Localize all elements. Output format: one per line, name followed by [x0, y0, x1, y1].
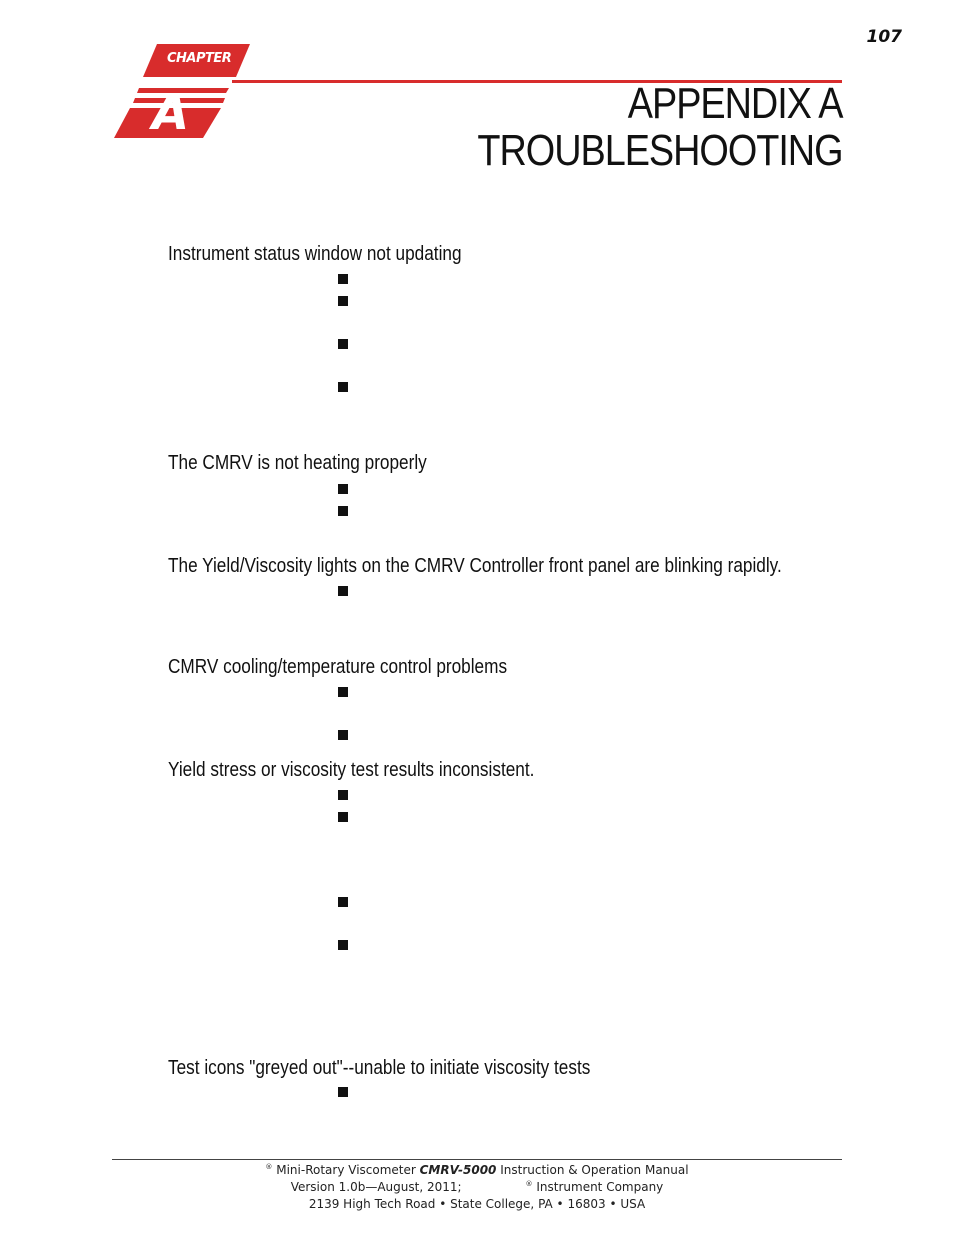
bullet-icon [338, 1087, 348, 1097]
footer-address: 2139 High Tech Road • State College, PA • 16803 • USA [308, 1197, 646, 1211]
bullet-icon [338, 339, 348, 349]
bullet-icon [338, 506, 348, 516]
chapter-letter: A [152, 85, 190, 141]
section-heading: The CMRV is not heating properly [168, 452, 427, 474]
section-heading: Instrument status window not updating [168, 243, 462, 265]
bullet-icon [338, 812, 348, 822]
footer-line-2 [0, 1180, 954, 1194]
footer-company: Instrument Company [532, 1180, 664, 1194]
footer-product: Mini-Rotary Viscometer [272, 1163, 420, 1177]
footer-rule [112, 1159, 842, 1160]
bullet-icon [338, 382, 348, 392]
bullet-icon [338, 730, 348, 740]
bullet-icon [338, 687, 348, 697]
chapter-badge-graphic [112, 42, 252, 142]
bullet-icon [338, 484, 348, 494]
footer-manual-title: Instruction & Operation Manual [496, 1163, 689, 1177]
bullet-icon [338, 790, 348, 800]
registered-mark: ® [265, 1163, 273, 1171]
bullet-icon [338, 296, 348, 306]
footer-model: CMRV-5000 [419, 1163, 497, 1177]
section-heading: Yield stress or viscosity test results inconsistent. [168, 759, 535, 781]
page-title [477, 80, 842, 174]
footer-line-1 [0, 1163, 954, 1177]
section-heading: The Yield/Viscosity lights on the CMRV Controller front panel are blinking rapidly. [168, 555, 782, 577]
bullet-icon [338, 940, 348, 950]
bullet-icon [338, 897, 348, 907]
chapter-badge [112, 42, 252, 142]
bullet-icon [338, 274, 348, 284]
bullet-icon [338, 586, 348, 596]
section-heading: CMRV cooling/temperature control problems [168, 656, 508, 678]
chapter-label: CHAPTER [167, 51, 232, 66]
footer-version: Version 1.0b—August, 2011; [290, 1180, 462, 1194]
registered-mark: ® [525, 1180, 533, 1188]
title-line-2: TROUBLESHOOTING [476, 126, 842, 175]
title-line-1: APPENDIX A [627, 79, 842, 128]
page-number: 107 [866, 27, 902, 47]
section-heading: Test icons "greyed out"--unable to initiate viscosity tests [168, 1057, 591, 1079]
